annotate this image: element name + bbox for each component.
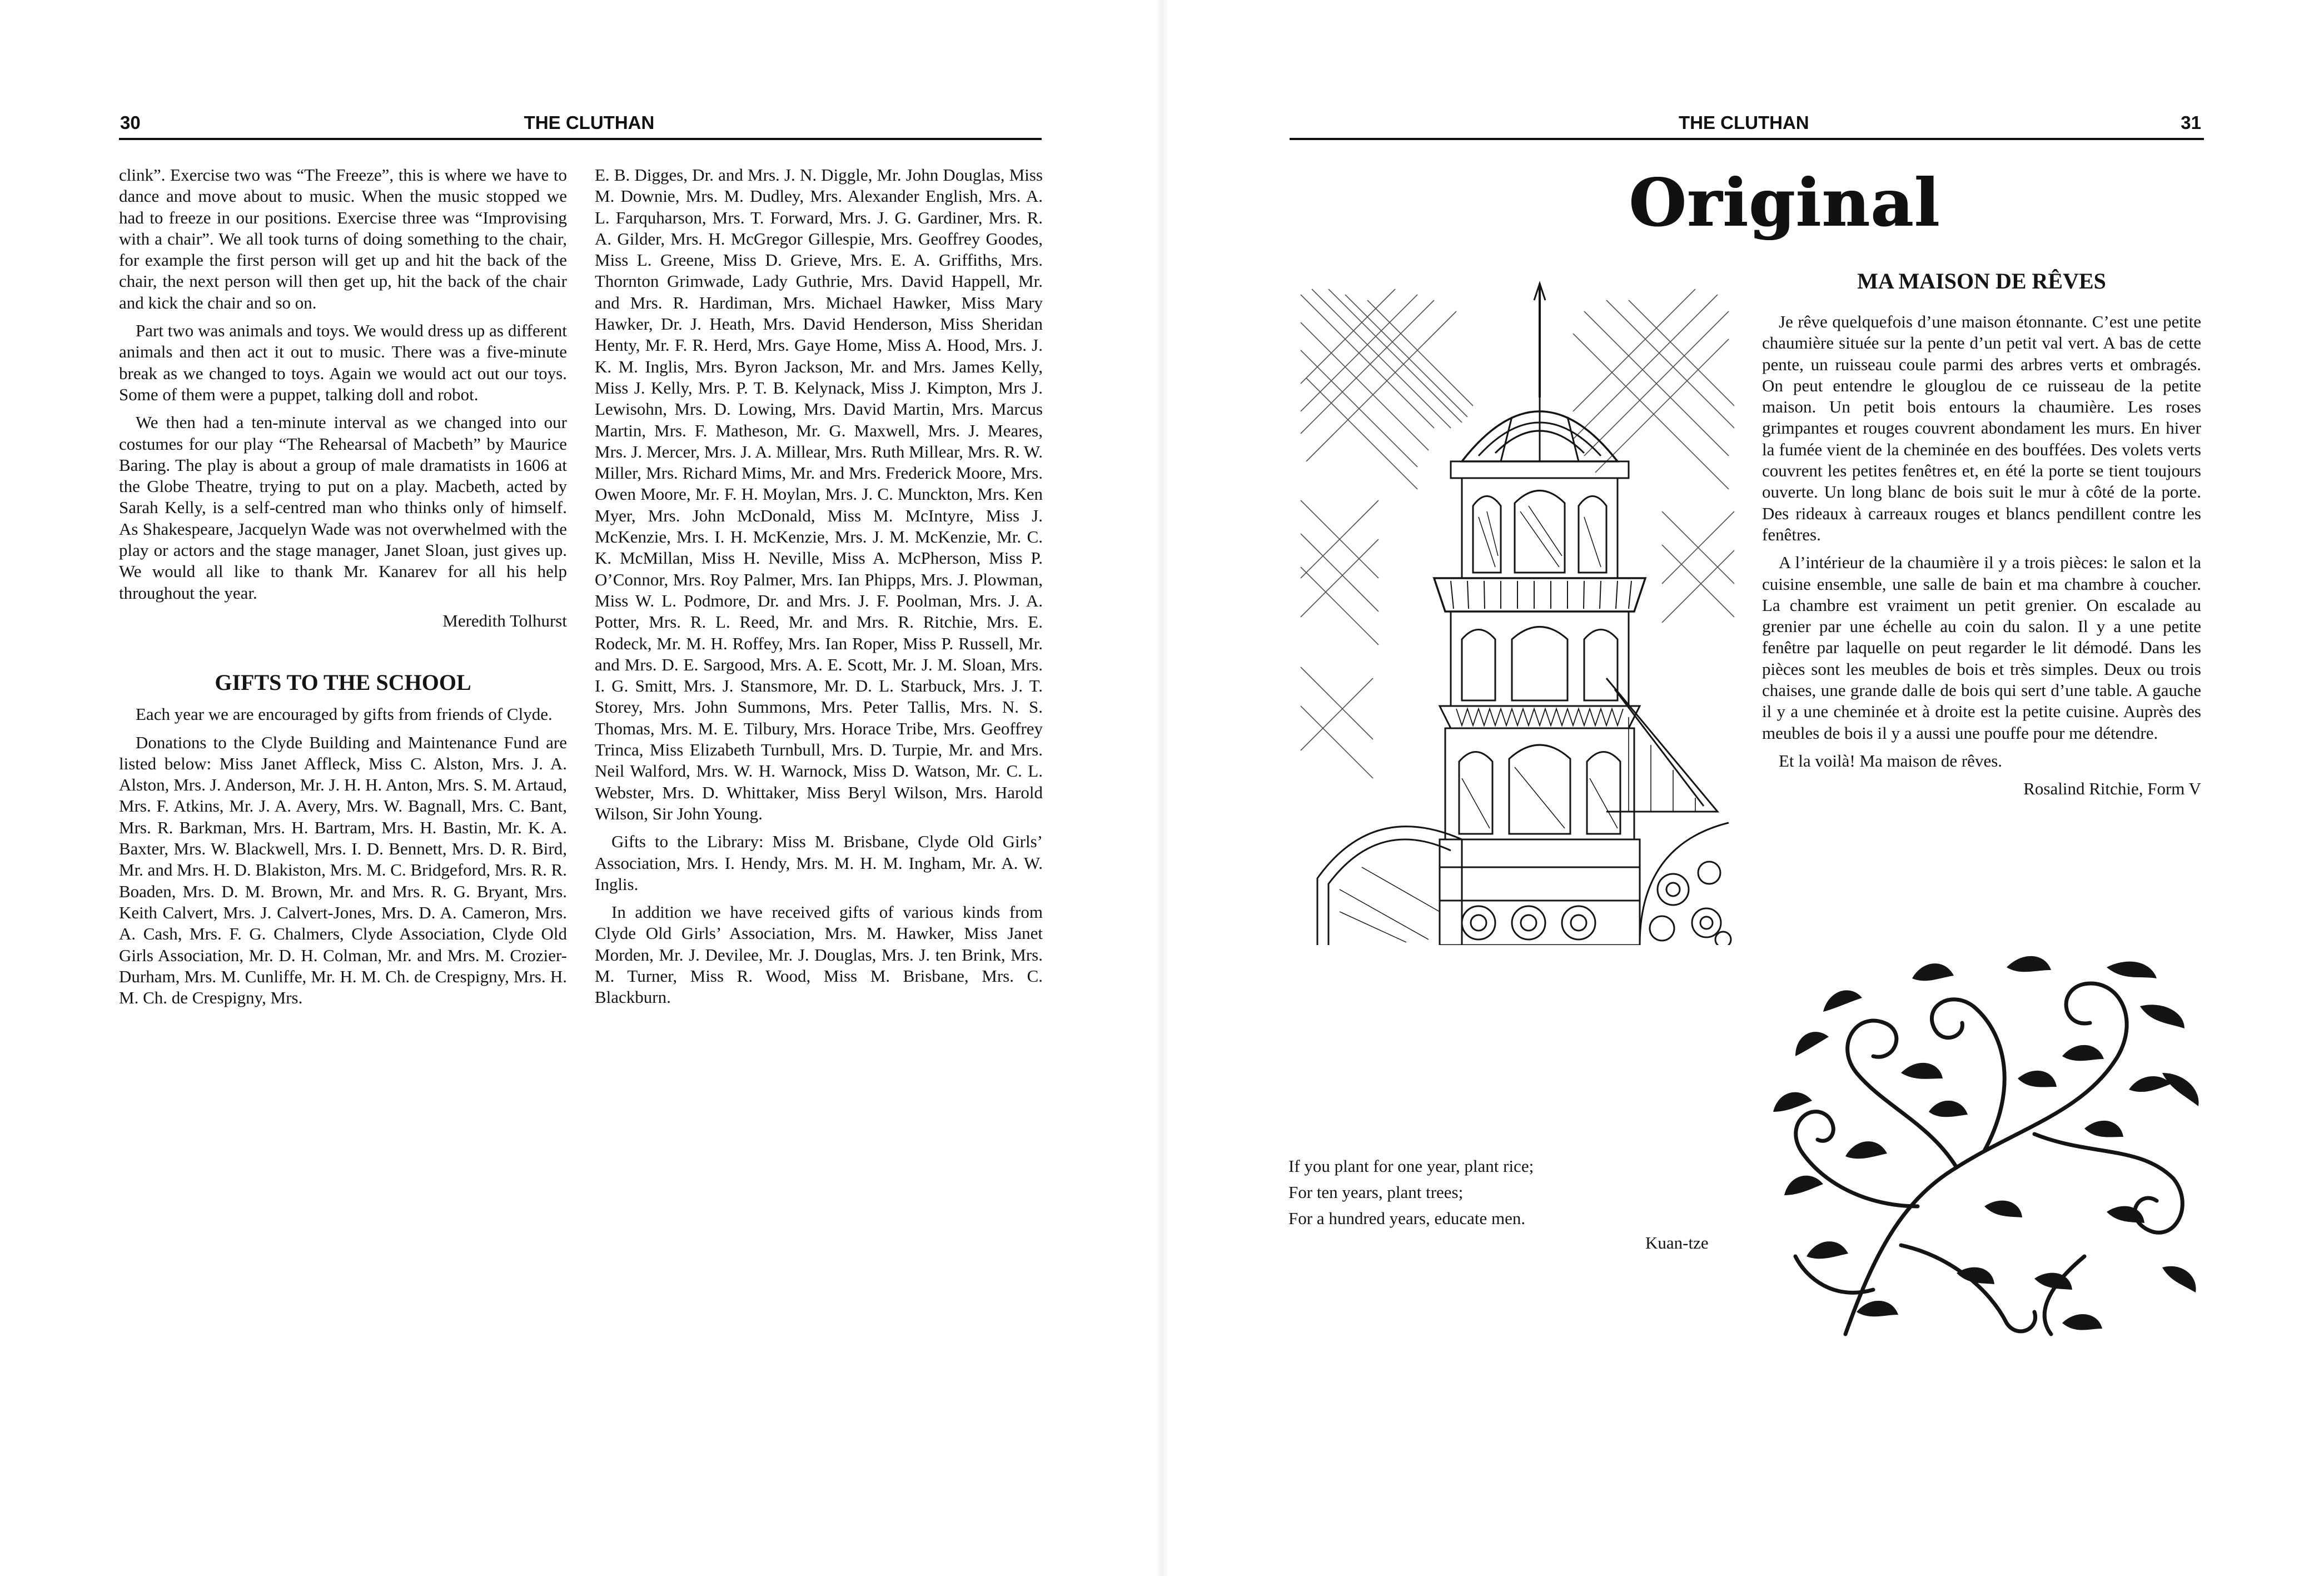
donors-paragraph: E. B. Digges, Dr. and Mrs. J. N. Diggle, Mr. John Douglas, Miss M. Downie, Mrs. M. Dudley, Mrs. Alexander English, Mrs. A. L. Farquharson, Mrs. T. Forward, Mrs. J. G. Gardiner, Mrs. R. A. Gilder, Mrs. H. McGregor Gillespie, Mrs. Geoffrey Goodes, Miss L. Greene, Miss D. Grieve, Mrs. E. A. Griffiths, Mrs. Thornton Grimwade, Lady Guthrie, Mrs. David Happell, Mr. and Mrs. R. Hardiman, Mrs. Michael Hawker, Miss Mary Hawker, Dr. J. Heath, Mrs. David Henderson, Miss Sheridan Henty, Mr. F. R. Herd, Mrs. Gaye Home, Miss A. Hood, Mrs. J. K. M. Inglis, Mrs. Byron Jackson, Mr. and Mrs. James Kelly, Miss J. Kelly, Mrs. P. T. B. Kelynack, Miss J. Kimpton, Mrs J. Lewisohn, Mrs. D. Lowing, Mrs. David Martin, Mrs. Marcus Martin, Mrs. F. Matheson, Mr. G. Maxwell, Mrs. J. Meares, Mrs. J. Mercer, Mrs. J. A. Millear, Mrs. Ruth Millear, Mrs. R. W. Miller, Mrs. Richard Mims, Mr. and Mrs. Frederick Moore, Mrs. Owen Moore, Mr. F. H. Moylan, Mrs. J. C. Munckton, Mrs. Ken Myer, Mrs. John McDonald, Miss M. McIntyre, Miss J. McKenzie, Mrs. I. H. McKenzie, Mrs. J. M. McKenzie, Mr. C. K. McMillan, Miss H. Neville, Miss A. McPherson, Miss P. O’Connor, Mrs. Roy Palmer, Mrs. Ian Phipps, Mrs. J. Plowman, Miss W. L. Podmore, Dr. and Mrs. J. F. Poolman, Mrs. J. A. Potter, Mrs. R. L. Reed, Mr. and Mrs. R. Ritchie, Mrs. E. Rodeck, Mr. M. H. Roffey, Mrs. Ian Roper, Miss P. Russell, Mr. and Mrs. D. E. Sargood, Mrs. A. E. Scott, Mr. J. M. Sloan, Mrs. I. G. Smitt, Mrs. J. Stansmore, Mr. D. L. Starbuck, Mrs. J. T. Storey, Mrs. John Summons, Mrs. Peter Tallis, Mrs. N. S. Thomas, Mrs. M. E. Tilbury, Mrs. Horace Tribe, Mrs. Geoffrey Trinca, Miss Elizabeth Turnbull, Mrs. D. Turpie, Mr. and Mrs. Neil Walford, Mrs. W. H. Warnock, Miss D. Watson, Mr. C. L. Webster, Mrs. D. Whittaker, Miss Beryl Wilson, Mrs. Harold Wilson, Sir John Young. [595, 165, 1043, 823]
library-gifts-paragraph: Gifts to the Library: Miss M. Brisbane, Clyde Old Girls’ Association, Mrs. I. Hendy, Mrs. M. H. M. Ingham, Mr. A. W. Inglis. [595, 832, 1043, 894]
floral-vine-illustration [1773, 945, 2207, 1345]
other-gifts-paragraph: In addition we have received gifts of various kinds from Clyde Old Girls’ Association, Mrs. M. Hawker, Miss Janet Morden, Mr. J. Devilee, Mr. J. Douglas, Mrs. J. ten Brink, Mrs. M. Turner, Miss R. Wood, Miss M. Brisbane, Mrs. C. Blackburn. [595, 902, 1043, 1007]
gifts-paragraph-1: Each year we are encouraged by gifts from friends of Clyde. [136, 704, 553, 724]
drama-paragraph-2: Part two was animals and toys. We would dress up as different animals and then act it out to music. There was a five-minute break as we changed to toys. Again we would act out our toys. Some of them were a puppet, talking doll and robot. [119, 321, 567, 404]
left-page-number: 30 [120, 112, 141, 133]
drama-signature: Meredith Tolhurst [442, 610, 567, 630]
tower-sketch-illustration [1295, 278, 1740, 945]
article-paragraph-2: A l’intérieur de la chaumière il y a trois pièces: le salon et la cuisine ensemble, une salle de bain et ma chambre à coucher. La chambre est vraiment un petit grenier. On escalade au grenier par une échelle au coin du salon. Il y a une petite fenêtre par laquelle on peut regarder le lit démodé. Dans les pièces sont les meubles de bois et très simples. Deux ou trois chaises, une grande dalle de bois qui sert d’une table. A gauche il y a une cheminée et à droite est la petite cuisine. Auprès des meubles de bois il y a aussi une pouffe pour me détendre. [1762, 553, 2201, 743]
article-signature: Rosalind Ritchie, Form V [2023, 779, 2201, 799]
poem-author: Kuan-tze [1645, 1233, 1709, 1252]
article-paragraph-1: Je rêve quelquefois d’une maison étonnante. C’est une petite chaumière située sur la pente d’un petit val vert. A bas de cette pente, un ruisseau coule parmi des arbres verts et ombragés. On peut entendre le glouglou de ce ruisseau de la petite maison. Un petit bois entours la chaumière. Les roses grimpantes et rouges couvrent abondament les murs. En hiver la fumée vient de la cheminée en des bouffées. Des volets verts couvrent les petites fenêtres et, en été la porte se tient toujours ouverte. Un long blanc de bois suit le mur à côté de la porte. Des rideaux à carreaux rouges et blancs pendillent contre les fenêtres. [1762, 312, 2201, 544]
section-title-original: Original [1629, 164, 1940, 241]
left-running-head: THE CLUTHAN [524, 112, 655, 133]
article-paragraph-3: Et la voilà! Ma maison de rêves. [1779, 750, 2003, 770]
poem-line-1: If you plant for one year, plant rice; [1288, 1156, 1534, 1176]
gifts-heading: GIFTS TO THE SCHOOL [215, 670, 471, 695]
poem-line-3: For a hundred years, educate men. [1288, 1209, 1526, 1228]
right-column-article [1762, 266, 2201, 800]
right-running-head: THE CLUTHAN [1679, 112, 1809, 133]
right-page-number: 31 [2181, 112, 2201, 133]
gifts-paragraph-2: Donations to the Clyde Building and Maintenance Fund are listed below: Miss Janet Affleck, Miss C. Alston, Mrs. J. A. Alston, Mrs. J. Anderson, Mr. J. H. H. Anton, Mrs. S. M. Artaud, Mrs. F. Atkins, Mr. J. A. Avery, Mrs. W. Bagnall, Mrs. C. Bant, Mrs. R. Barkman, Mrs. H. Bartram, Mrs. H. Bastin, Mr. K. A. Baxter, Mrs. W. Blackwell, Mrs. I. D. Bennett, Mrs. D. R. Bird, Mr. and Mrs. H. D. Blakiston, Mrs. M. C. Bridgeford, Mrs. R. R. Boaden, Mrs. D. M. Brown, Mr. and Mrs. R. G. Bryant, Mrs. Keith Calvert, Mrs. J. Calvert-Jones, Mrs. D. A. Cameron, Mrs. A. Cash, Mrs. F. G. Chalmers, Clyde Association, Clyde Old Girls Association, Mr. D. H. Colman, Mr. and Mrs. M. Crozier-Durham, Mrs. M. Cunliffe, Mr. H. M. Ch. de Crespigny, Mrs. H. M. Ch. de Crespigny, Mrs. [119, 732, 568, 1008]
right-header-rule [1290, 138, 2204, 140]
article-heading: MA MAISON DE RÊVES [1857, 269, 2106, 294]
drama-paragraph-1: clink”. Exercise two was “The Freeze”, this is where we have to dance and move about to music. When the music stopped we had to freeze in our positions. Exercise three was “Improvising with a chair”. We all took turns of doing something to the chair, for example the first person will get up and hit the back of the chair, the next person will then get up, hit the back of the chair and kick the chair and so on. [119, 165, 567, 312]
poem [1288, 1153, 1611, 1231]
poem-line-2: For ten years, plant trees; [1288, 1182, 1464, 1202]
left-column-2 [595, 165, 1043, 1015]
drama-paragraph-3: We then had a ten-minute interval as we changed into our costumes for our play “The Rehearsal of Macbeth” by Maurice Baring. The play is about a group of male dramatists in 1606 at the Globe Theatre, trying to put on a play. Macbeth, acted by Sarah Kelly, is a self-centred man who thinks only of himself. As Shakespeare, Jacquelyn Wade was not overwhelmed with the play or actors and the stage manager, Janet Sloan, just gives up. We would all like to thank Mr. Kanarev for all his help throughout the year. [119, 412, 567, 603]
left-column-1 [119, 165, 567, 1015]
left-header-rule [119, 138, 1042, 140]
